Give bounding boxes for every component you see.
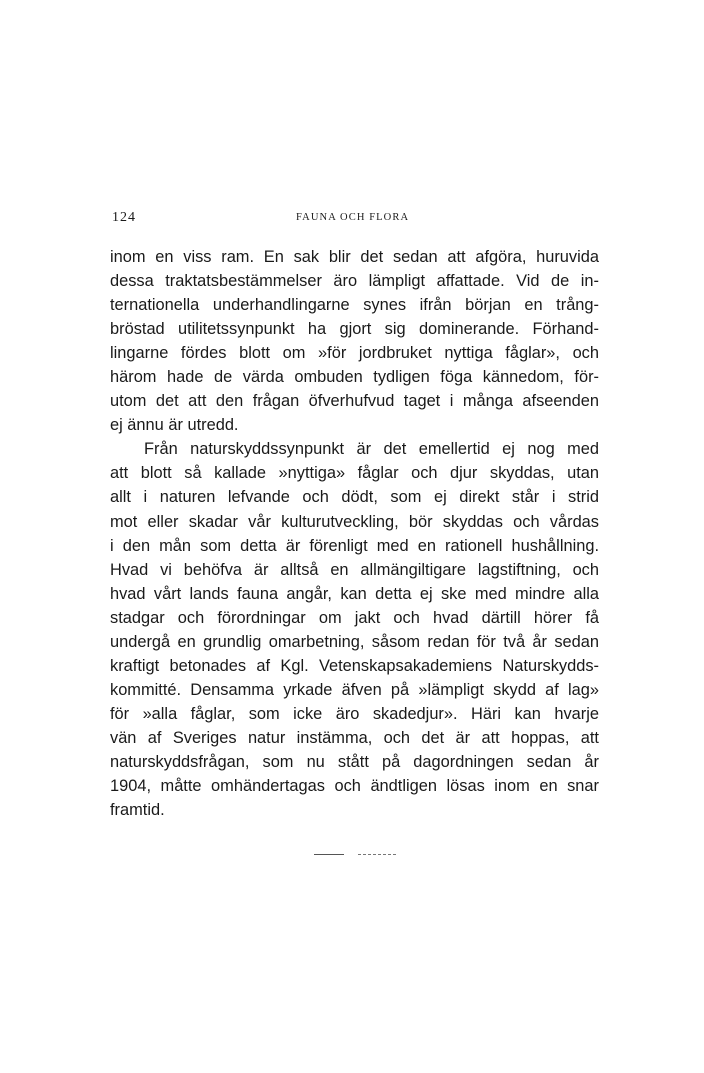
page-number: 124 [112,210,136,225]
running-title: FAUNA OCH FLORA [296,212,410,223]
text-line: för »alla fåglar, som icke äro skadedjur». Häri kan hvarje [110,704,599,723]
paragraph-1 [110,245,599,437]
text-line: mot eller skadar vår kulturutveckling, bör skyddas och vårdas [110,512,599,531]
text-line: dessa traktatsbestämmelser äro lämpligt affattade. Vid de in- [110,272,599,291]
text-line: lingarne fördes blott om »för jordbruket nyttiga fåglar», och [110,344,599,363]
text-line: stadgar och förordningar om jakt och hvad därtill hörer få [110,608,599,627]
text-line: bröstad utilitetssynpunkt ha gjort sig dominerande. Förhand- [110,320,599,339]
text-line: att blott så kallade »nyttiga» fåglar och djur skyddas, utan [110,464,599,483]
paragraph-2 [110,437,599,822]
text-line: ej ännu är utredd. [110,416,239,435]
text-line: i den mån som detta är förenligt med en rationell hushållning. [110,536,599,555]
text-line: 1904, måtte omhändertagas och ändtligen lösas inom en snar [110,777,599,796]
text-line: inom en viss ram. En sak blir det sedan att afgöra, huruvida [110,248,599,266]
running-head [112,210,599,230]
text-line: hvad vårt lands fauna angår, kan detta ej ske med mindre alla [110,584,599,603]
text-line: framtid. [110,801,165,820]
text-line: Hvad vi behöfva är alltså en allmängiltigare lagstiftning, och [110,560,599,579]
text-line: allt i naturen lefvande och dödt, som ej direkt står i strid [110,488,599,507]
text-line: naturskyddsfrågan, som nu stått på dagordningen sedan år [110,752,599,771]
section-end-rule [358,854,396,855]
text-line: utom det att den frågan öfverhufvud taget i många afseenden [110,392,599,411]
body-text [110,245,599,822]
text-line: Från naturskyddssynpunkt är det emellertid ej nog med [144,440,599,459]
text-line: kommitté. Densamma yrkade äfven på »lämpligt skydd af lag» [110,680,599,699]
text-line: ternationella underhandlingarne synes ifrån början en trång- [110,296,599,315]
text-line: härom hade de värda ombuden tydligen föga kännedom, för- [110,368,599,387]
text-line: vän af Sveriges natur instämma, och det är att hoppas, att [110,728,599,747]
text-line: kraftigt betonades af Kgl. Vetenskapsakademiens Naturskydds- [110,656,599,675]
section-end-rule [314,854,344,855]
text-line: undergå en grundlig omarbetning, såsom redan för två år sedan [110,632,599,651]
